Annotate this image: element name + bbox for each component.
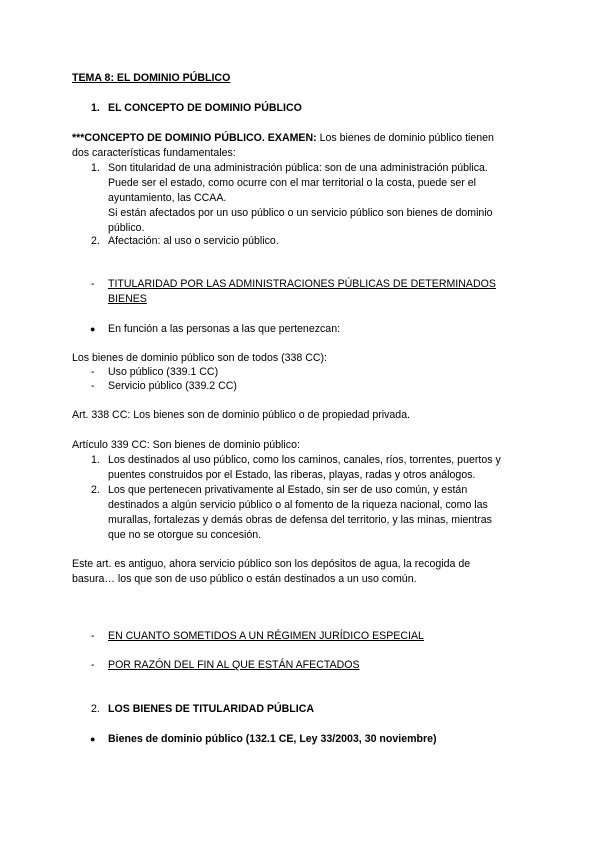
bullet-icon: ● <box>90 324 96 334</box>
dash-marker: - <box>91 366 95 378</box>
section-1-number: 1. <box>91 102 100 114</box>
dash-titularidad-line: TITULARIDAD POR LAS ADMINISTRACIONES PÚBLICAS DE DETERMINADOS <box>108 278 496 290</box>
todos-item-2-text: Servicio público (339.2 CC) <box>108 380 237 392</box>
art-339-intro: Artículo 339 CC: Son bienes de dominio público: <box>72 439 300 451</box>
concept-item-1-line: ayuntamiento, las CCAA. <box>108 192 227 204</box>
todos-intro: Los bienes de dominio público son de todos (338 CC): <box>72 352 327 364</box>
art-339-item-2-line: que no se otorgue su concesión. <box>108 529 262 541</box>
note-line: Este art. es antiguo, ahora servicio público son los depósitos de agua, la recogida de <box>72 558 471 570</box>
todos-item-1-text: Uso público (339.1 CC) <box>108 366 219 378</box>
dash-marker: - <box>91 380 95 392</box>
art-339-item-1-number: 1. <box>91 454 100 466</box>
concept-lead-bold: ***CONCEPTO DE DOMINIO PÚBLICO. EXAMEN: <box>72 132 317 144</box>
concept-item-1-line: Puede ser el estado, como ocurre con el mar territorial o la costa, puede ser el <box>108 177 477 189</box>
art-339-item-2-line: murallas, fortalezas y demás obras de defensa del territorio, y las minas, mientras <box>108 514 492 526</box>
concept-lead-rest: Los bienes de dominio público tienen <box>316 132 494 144</box>
dash-marker: - <box>91 659 95 671</box>
document-title: TEMA 8: EL DOMINIO PÚBLICO <box>72 72 231 84</box>
art-339-item-2-line: Los que pertenecen privativamente al Estado, sin ser de uso común, y están <box>108 484 468 496</box>
dash-marker: - <box>91 630 95 642</box>
art-338: Art. 338 CC: Los bienes son de dominio público o de propiedad privada. <box>72 409 411 421</box>
art-339-item-1-line: puentes construidos por el Estado, las riberas, playas, radas y otros análogos. <box>108 469 476 481</box>
section-1-title: EL CONCEPTO DE DOMINIO PÚBLICO <box>108 102 302 114</box>
concept-item-2-number: 2. <box>91 235 100 247</box>
dash-marker: - <box>91 278 95 290</box>
art-339-item-2-number: 2. <box>91 484 100 496</box>
bullet-icon: ● <box>90 734 96 744</box>
note-line: basura… los que son de uso público o están destinados a un uso común. <box>72 573 417 585</box>
bullet-personas-text: En función a las personas a las que pertenezcan: <box>108 323 341 335</box>
dash-fin-text: POR RAZÓN DEL FIN AL QUE ESTÁN AFECTADOS <box>108 659 360 671</box>
concept-lead-line2: dos características fundamentales: <box>72 147 236 159</box>
section-2-title: LOS BIENES DE TITULARIDAD PÚBLICA <box>108 703 314 715</box>
bullet-bienes-text: Bienes de dominio público (132.1 CE, Ley 33/2003, 30 noviembre) <box>108 733 437 745</box>
dash-regimen-text: EN CUANTO SOMETIDOS A UN RÉGIMEN JURÍDICO ESPECIAL <box>108 630 424 642</box>
dash-titularidad-line: BIENES <box>108 293 147 305</box>
concept-item-1 <box>72 161 532 236</box>
concept-item-1-line: público. <box>108 222 145 234</box>
art-339-item-1 <box>72 453 532 483</box>
concept-lead <box>72 131 532 146</box>
dash-titularidad <box>72 277 532 307</box>
concept-item-1-line: Si están afectados por un uso público o un servicio público son bienes de dominio <box>108 207 493 219</box>
art-339-item-1-line: Los destinados al uso público, como los caminos, canales, ríos, torrentes, puertos y <box>108 454 501 466</box>
art-339-item-2-line: destinados a algún servicio público o al fomento de la riqueza nacional, como las <box>108 499 488 511</box>
section-2-number: 2. <box>91 703 100 715</box>
art-339-item-2 <box>72 483 532 543</box>
concept-item-2-text: Afectación: al uso o servicio público. <box>108 235 279 247</box>
concept-item-1-line: Son titularidad de una administración pública: son de una administración pública. <box>108 162 488 174</box>
concept-item-1-number: 1. <box>91 162 100 174</box>
